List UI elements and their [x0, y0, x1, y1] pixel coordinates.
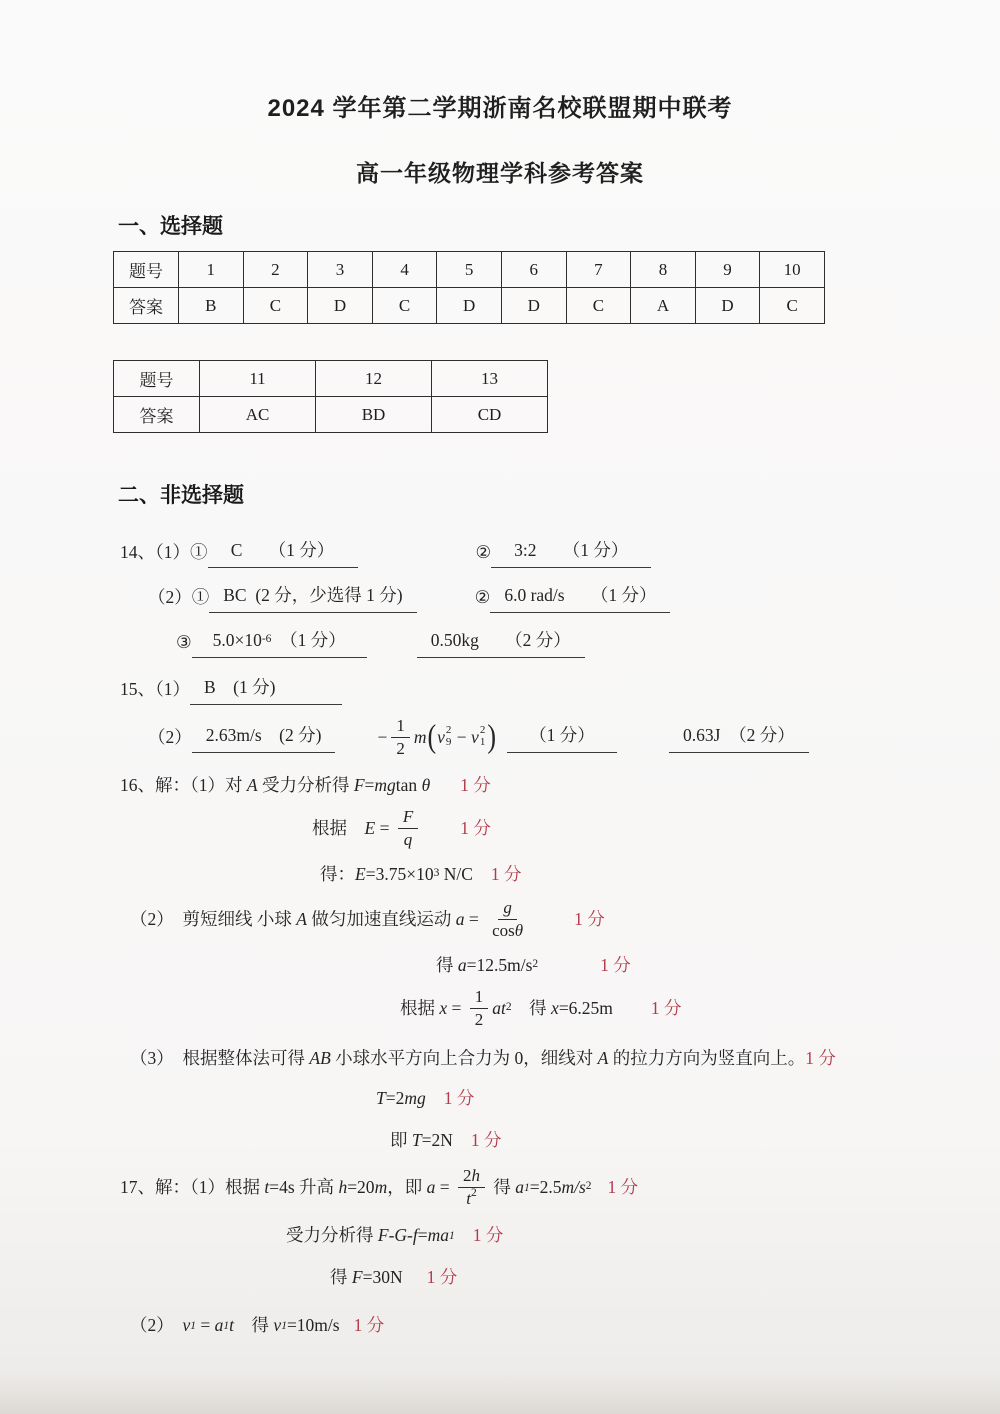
fraction-numerator [470, 986, 489, 1009]
answer-cell: 4 [372, 252, 437, 288]
text: BC (2 分，少选得 1 分) [223, 585, 403, 605]
text: 得： [320, 864, 355, 885]
answer-cell: 8 [631, 252, 696, 288]
spacer [613, 1007, 651, 1008]
text: = [375, 817, 394, 838]
score-mark: 1 分 [490, 864, 522, 885]
answer-cell: 6 [501, 252, 566, 288]
spacer [417, 596, 475, 597]
text: =20 [347, 1176, 375, 1197]
answer-line-q15-1 [120, 672, 1000, 705]
spacer [430, 785, 460, 786]
math-variable: t [229, 1315, 235, 1336]
fraction-numerator [498, 897, 517, 920]
math-variable: θ [421, 775, 431, 796]
answer-line-q16-3: 得： E =3.75×10 3 N/C 1 分 [320, 859, 1000, 889]
spacer [453, 1140, 471, 1141]
text: =10m/s [286, 1315, 340, 1336]
text: = [435, 1176, 454, 1197]
answer-table-11-13 [113, 360, 548, 433]
math-variable: a [214, 1315, 224, 1336]
text: （1 分） [271, 630, 346, 650]
score-mark: 1 分 [426, 1267, 458, 1288]
math-variable: v [471, 726, 479, 747]
answer-cell: BD [316, 397, 432, 433]
sup-sub-stack [446, 725, 452, 748]
answer-blank [208, 535, 358, 568]
math-variable: at [492, 997, 506, 1018]
math-variable: ma [427, 1225, 449, 1246]
text: ② [474, 586, 491, 607]
math-variable: E [364, 817, 376, 838]
answer-cell: C [372, 288, 437, 324]
sup-sub-stack [480, 725, 486, 748]
stack-subscript: 1 [479, 735, 486, 748]
answer-cell: 3 [308, 252, 373, 288]
text: C （1 分） [230, 540, 335, 560]
math-variable: a [457, 955, 467, 976]
answer-cell: 9 [695, 252, 760, 288]
answer-cell: C [243, 288, 308, 324]
answer-blank [192, 720, 336, 753]
spacer [532, 918, 574, 919]
text: 6.0 rad/s （1 分） [504, 585, 657, 605]
text: 3:2 （1 分） [514, 540, 629, 560]
stack-superscript: 2 [479, 724, 486, 736]
row-header-cell: 答案 [114, 397, 200, 433]
math-variable: F-G-f [377, 1225, 418, 1246]
math-variable: q [403, 829, 413, 849]
answer-cell: CD [432, 397, 548, 433]
text: = [196, 1315, 215, 1336]
text: （2） 剪短细线 小球 [130, 908, 297, 929]
fraction [458, 1165, 485, 1208]
text: = [417, 1225, 428, 1246]
fraction [398, 806, 418, 849]
answer-line-q15-2 [148, 715, 1000, 758]
left-paren: ( [427, 717, 437, 755]
answer-cell: 7 [566, 252, 631, 288]
text: =2 [385, 1088, 405, 1109]
text: 2.63m/s (2 分) [205, 725, 322, 746]
answer-cell: 11 [200, 361, 316, 397]
spacer [617, 736, 669, 737]
math-variable: E [355, 864, 366, 885]
fraction-denominator [487, 920, 528, 941]
text: 2 [462, 1166, 472, 1186]
math-variable: F [402, 807, 414, 827]
text: 17、解：（1）根据 [120, 1176, 265, 1197]
answer-line-q16-2 [312, 806, 1000, 849]
answer-cell: 5 [437, 252, 502, 288]
answer-line-q17-2: 受力分析得 F-G-f = ma 1 1 分 [286, 1220, 1000, 1250]
math-variable: v [437, 726, 445, 747]
right-paren: ) [487, 717, 496, 755]
page-subtitle: 高一年级物理学科参考答案 [356, 160, 644, 186]
answer-line-q14-1 [120, 535, 1000, 568]
text: 2 [396, 738, 405, 758]
spacer [335, 736, 377, 737]
answer-line-q16-7 [130, 1043, 1000, 1073]
row-header-cell: 题号 [114, 252, 179, 288]
math-variable: m/s [561, 1176, 586, 1197]
page-title: 2024 学年第二学期浙南名校联盟期中联考 [267, 95, 733, 122]
math-variable: v [273, 1315, 282, 1336]
answer-line-q16-5: 得 a =12.5m/s 2 1 分 [436, 950, 1000, 980]
math-variable: a [426, 1176, 436, 1197]
math-variable: t [466, 1188, 471, 1208]
text: 受力分析得 [257, 775, 354, 796]
answer-line-q17-3 [330, 1262, 1000, 1292]
math-variable: h [471, 1166, 480, 1186]
table-row [114, 397, 548, 433]
score-mark: 1 分 [470, 1130, 502, 1151]
score-mark: 1 分 [460, 817, 491, 838]
fraction-denominator [461, 1188, 481, 1209]
answer-cell: AC [200, 397, 316, 433]
text: =2.5 [529, 1176, 562, 1197]
row-header-cell: 答案 [114, 288, 179, 324]
answer-cell: A [631, 288, 696, 324]
answer-blank [209, 580, 416, 613]
text: 受力分析得 [286, 1225, 378, 1246]
table-row [114, 288, 825, 324]
fraction-denominator [391, 738, 410, 759]
table-row [114, 252, 825, 288]
spacer [340, 1325, 354, 1326]
spacer [422, 827, 460, 828]
answer-line-q14-3 [176, 625, 1000, 658]
text: B (1 分) [204, 677, 328, 697]
score-mark: 1 分 [805, 1048, 836, 1069]
answer-blank: 5.0×10 -6 （1 分） [192, 625, 367, 658]
text: （2）① [148, 586, 210, 607]
spacer [367, 641, 417, 642]
answer-cell: B [179, 288, 244, 324]
math-variable: mg [404, 1088, 426, 1109]
text: 做匀加速直线运动 [306, 908, 456, 929]
math-variable: F [351, 1267, 363, 1288]
text: 根据 [400, 997, 440, 1018]
math-variable: x [439, 997, 448, 1018]
row-header-cell: 题号 [114, 361, 200, 397]
spacer [358, 551, 476, 552]
math-variable: AB [309, 1048, 331, 1069]
text: （1 分） [529, 725, 595, 746]
spacer [538, 965, 600, 966]
answer-table-1-10 [113, 251, 825, 324]
math-variable: A [296, 908, 307, 929]
spacer [592, 1186, 608, 1187]
text: ② [475, 541, 492, 562]
score-mark: 1 分 [443, 1088, 475, 1109]
spacer [403, 1277, 427, 1278]
fraction [391, 715, 410, 758]
answer-blank [491, 535, 651, 568]
fraction-denominator [399, 829, 418, 850]
text: 得 [511, 997, 552, 1018]
fraction-numerator [458, 1165, 485, 1188]
text: cos [492, 920, 515, 940]
spacer [473, 874, 491, 875]
text: 14、（1）① [120, 541, 208, 562]
text: 即 [390, 1130, 412, 1151]
math-variable: x [551, 997, 559, 1018]
math-variable: m [374, 1176, 388, 1197]
text: =30N [362, 1267, 403, 1288]
fraction [487, 897, 528, 940]
math-variable: θ [514, 920, 524, 940]
math-variable: g [503, 898, 512, 918]
answer-cell: D [308, 288, 373, 324]
answer-cell: 12 [316, 361, 432, 397]
math-variable: T [376, 1088, 386, 1109]
text: 得 [330, 1267, 352, 1288]
answer-blank [190, 672, 342, 705]
answer-cell: 2 [243, 252, 308, 288]
text: =3.75×10 [365, 864, 434, 885]
text: =6.25m [558, 997, 613, 1018]
table-row [114, 361, 548, 397]
text: 16、解：（1）对 [120, 775, 247, 796]
answer-blank [490, 580, 670, 613]
score-mark: 1 分 [472, 1225, 504, 1246]
text: 小球水平方向上合力为 0，细线对 [330, 1048, 598, 1069]
score-mark: 1 分 [607, 1176, 639, 1197]
spacer [426, 1098, 444, 1099]
text: 1 [474, 987, 484, 1007]
text: N/C [439, 864, 473, 885]
text: 15、（1） [120, 678, 190, 699]
score-mark: 1 分 [600, 955, 631, 976]
math-variable: v [182, 1315, 191, 1336]
answer-cell: C [760, 288, 825, 324]
text: 得 [436, 955, 458, 976]
answers-section [0, 535, 1000, 1340]
answer-cell: D [501, 288, 566, 324]
answer-line-q16-6: 根据 x = $\frac{1}{2}$ at 2 得 x =6.25m 1 分 [400, 987, 682, 1029]
text: =12.5m/s [466, 955, 533, 976]
text: 0.63J （2 分） [683, 725, 795, 746]
text: − [452, 726, 472, 747]
math-variable: h [338, 1176, 348, 1197]
math-variable: t [264, 1176, 270, 1197]
score-mark: 1 分 [574, 908, 605, 929]
text: =2N [421, 1130, 453, 1151]
section-heading-choice: 一、选择题 [118, 215, 223, 238]
answer-line-q16-1 [120, 770, 1000, 800]
text: 得 [488, 1176, 516, 1197]
score-mark: 1 分 [460, 775, 491, 796]
answer-cell: D [437, 288, 502, 324]
fraction-denominator [470, 1009, 489, 1030]
math-variable: F [353, 775, 365, 796]
text: （2） [130, 1315, 183, 1336]
section-heading-non-choice: 二、非选择题 [118, 484, 244, 507]
spacer [497, 736, 507, 737]
score-mark: 1 分 [650, 997, 682, 1018]
answer-blank [507, 720, 617, 753]
score-mark: 1 分 [353, 1315, 385, 1336]
math-variable: mg [374, 775, 396, 796]
answer-line-q14-2 [148, 580, 1000, 613]
text: 的拉力方向为竖直向上。 [608, 1048, 806, 1069]
answer-cell: 10 [760, 252, 825, 288]
text: tan [395, 775, 422, 796]
math-variable: m [413, 726, 427, 747]
answer-cell: D [695, 288, 760, 324]
text: 0.50kg （2 分） [430, 630, 571, 650]
text: （2） [148, 726, 192, 747]
text: 根据 [312, 817, 365, 838]
text: 得 [234, 1315, 274, 1336]
text: ，即 [387, 1176, 427, 1197]
text: ③ [176, 631, 192, 652]
fraction-numerator [398, 806, 418, 829]
text: = [447, 997, 466, 1018]
text: 1 [396, 716, 405, 735]
answer-line-q17-4: （2） v 1 = a 1 t 得 v 1 =10m/s 1 分 [130, 1310, 1000, 1340]
text: =4s 升高 [269, 1176, 339, 1197]
answer-cell: 13 [432, 361, 548, 397]
text: = [464, 908, 484, 929]
math-variable: A [597, 1048, 609, 1069]
answer-line-q16-9 [390, 1125, 1000, 1155]
spacer [455, 1235, 473, 1236]
math-variable: a [455, 908, 465, 929]
answer-line-q16-8 [376, 1083, 1000, 1113]
answer-blank [417, 625, 585, 658]
parenthesized-expression [426, 717, 497, 755]
text: 2 [474, 1009, 484, 1029]
text: （3） 根据整体法可得 [130, 1048, 310, 1069]
stack-subscript: 9 [445, 735, 452, 748]
answer-blank [669, 720, 809, 753]
stack-superscript: 2 [445, 724, 452, 736]
fraction [470, 986, 489, 1029]
math-variable: a [515, 1176, 524, 1197]
text: − [377, 726, 388, 747]
fraction-numerator [391, 715, 410, 738]
math-variable: A [246, 775, 258, 796]
answer-cell: C [566, 288, 631, 324]
text: = [364, 775, 375, 796]
answer-line-q17-1: 17、解：（1）根据 t =4s 升高 h =20 m ，即 a = $\frac{2h}{t^2}$ 得 a 1 =2.5 m/s 2 1 分 [120, 1166, 639, 1208]
answer-cell: 1 [179, 252, 244, 288]
math-variable: T [411, 1130, 422, 1151]
superscript: 2 [470, 1187, 477, 1200]
text: 5.0×10 [212, 630, 262, 650]
answer-line-q16-4 [130, 897, 1000, 940]
